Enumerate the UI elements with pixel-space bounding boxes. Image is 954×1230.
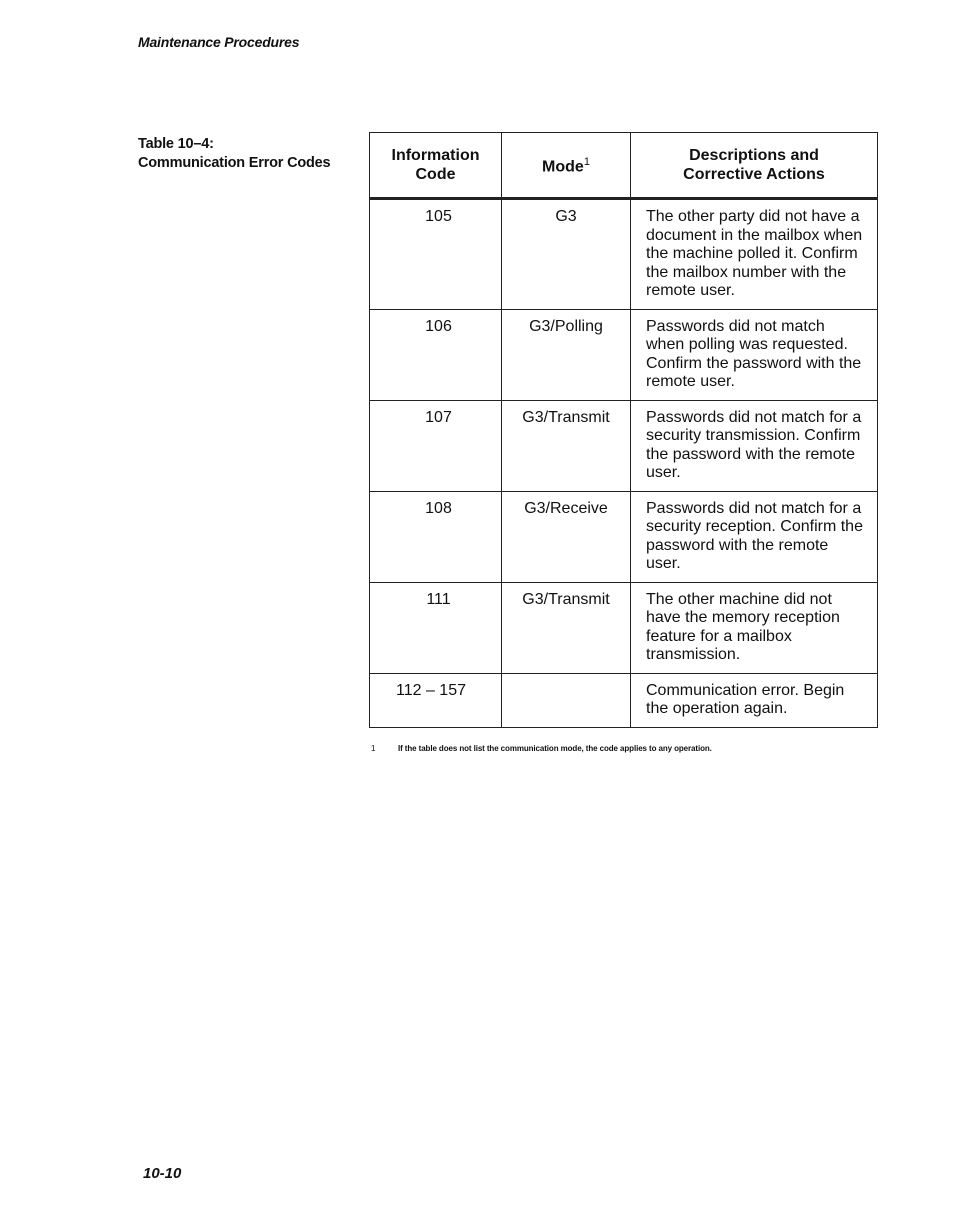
table-row xyxy=(370,673,878,727)
header-descriptions xyxy=(631,133,878,199)
table-row xyxy=(370,582,878,673)
page-number: 10-10 xyxy=(143,1165,182,1182)
running-header: Maintenance Procedures xyxy=(138,34,300,50)
table-footnote xyxy=(371,744,712,753)
table-row xyxy=(370,400,878,491)
cell-description: Communication error. Begin the operation again. xyxy=(631,673,878,727)
header-mode xyxy=(502,133,631,199)
cell-code: 111 xyxy=(370,582,502,673)
cell-description: The other machine did not have the memory reception feature for a mailbox transmission. xyxy=(631,582,878,673)
footnote-text: If the table does not list the communication mode, the code applies to any operation. xyxy=(398,744,712,753)
table-caption xyxy=(138,135,363,173)
cell-mode: G3/Receive xyxy=(502,491,631,582)
footnote-mark: 1 xyxy=(371,744,376,753)
cell-code: 106 xyxy=(370,309,502,400)
mode-footnote-mark: 1 xyxy=(583,156,590,169)
cell-mode xyxy=(502,673,631,727)
cell-mode: G3/Transmit xyxy=(502,582,631,673)
communication-error-codes-table xyxy=(369,132,878,728)
cell-description: The other party did not have a document in the mailbox when the machine polled it. Confirm the mailbox number with the remote user. xyxy=(631,199,878,310)
header-information-code xyxy=(370,133,502,199)
cell-mode: G3/Polling xyxy=(502,309,631,400)
cell-code: 108 xyxy=(370,491,502,582)
cell-description: Passwords did not match for a security transmission. Confirm the password with the remote user. xyxy=(631,400,878,491)
table-number: Table 10–4: xyxy=(138,136,214,152)
header-desc-line1: Descriptions and xyxy=(689,147,819,164)
cell-mode: G3 xyxy=(502,199,631,310)
cell-description: Passwords did not match for a security reception. Confirm the password with the remote user. xyxy=(631,491,878,582)
table-header-row xyxy=(370,133,878,199)
table-row xyxy=(370,491,878,582)
table-row xyxy=(370,199,878,310)
cell-description: Passwords did not match when polling was requested. Confirm the password with the remote user. xyxy=(631,309,878,400)
header-desc-line2: Corrective Actions xyxy=(683,166,825,183)
header-code-line2: Code xyxy=(415,166,456,183)
table-row xyxy=(370,309,878,400)
cell-mode: G3/Transmit xyxy=(502,400,631,491)
header-mode-label: Mode xyxy=(542,158,584,176)
cell-code: 105 xyxy=(370,199,502,310)
cell-code: 107 xyxy=(370,400,502,491)
cell-code: 112 – 157 xyxy=(370,673,502,727)
header-code-line1: Information xyxy=(391,147,480,164)
table-title: Communication Error Codes xyxy=(138,155,331,171)
